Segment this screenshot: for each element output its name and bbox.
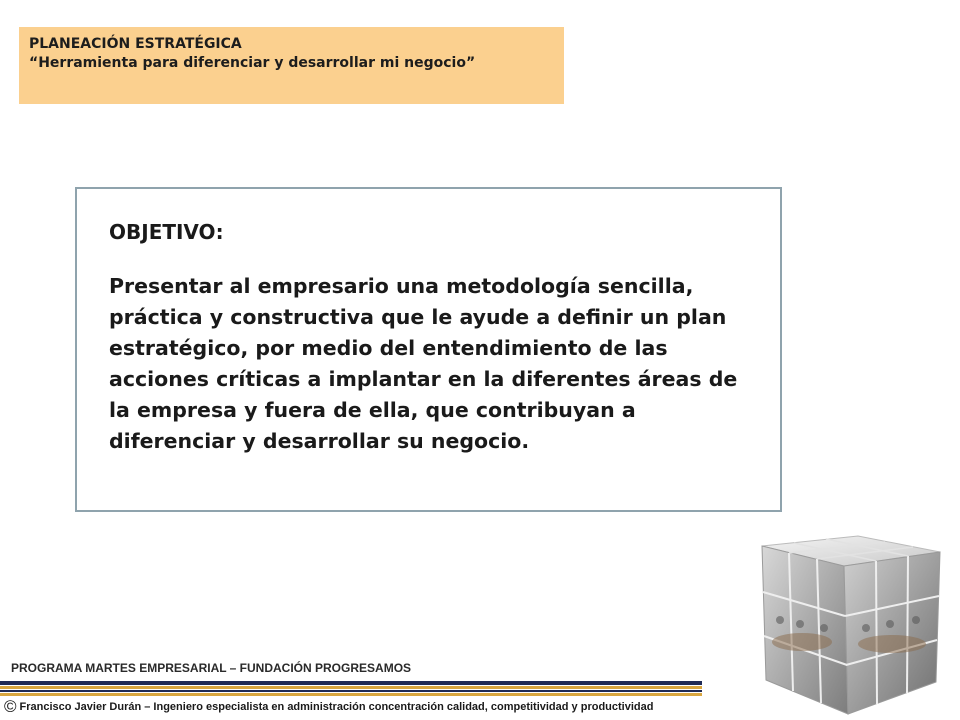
- objective-text: Presentar al empresario una metodología sencilla, práctica y constructiva que le ayude a definir un plan estratégico, por medio del entendimiento de las acciones críticas a implantar en la diferentes áreas de la empresa y fuera de ella, que contribuyan a diferenciar y desarrollar su negocio.: [109, 274, 738, 453]
- program-label: PROGRAMA MARTES EMPRESARIAL – FUNDACIÓN PROGRESAMOS: [11, 661, 412, 675]
- objective-box: [75, 187, 782, 512]
- meeting-cube-image: [740, 532, 954, 718]
- objective-title: OBJETIVO:: [109, 220, 224, 244]
- header-banner: [19, 27, 564, 104]
- header-subtitle: “Herramienta para diferenciar y desarrollar mi negocio”: [29, 55, 476, 71]
- credit-text: Francisco Javier Durán – Ingeniero especialista en administración concentración calidad, competitividad y productividad: [19, 701, 654, 713]
- copyright-symbol: ©: [4, 697, 17, 716]
- author-credit: [4, 697, 834, 717]
- header-title: PLANEACIÓN ESTRATÉGICA: [29, 36, 242, 52]
